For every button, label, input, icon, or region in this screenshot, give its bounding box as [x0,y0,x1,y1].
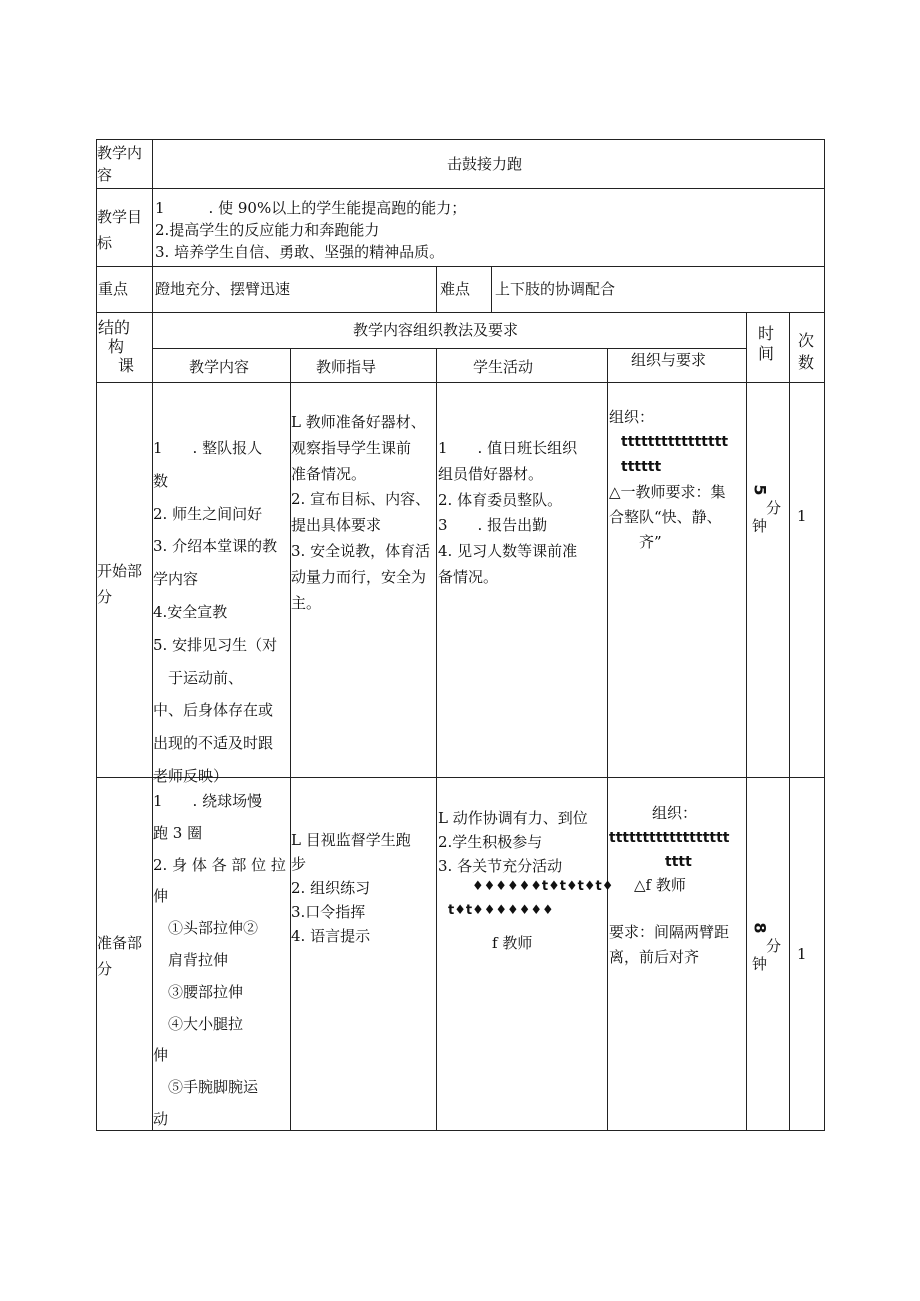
teacher-line: 2. 组织练习 [291,879,371,897]
row-divider-goals [96,266,824,267]
time-header-line: 间 [758,344,775,363]
student-line: 4. 见习人数等课前准 [438,542,578,561]
col-divider-difficulty-label [436,266,437,312]
formation-line: tttttttttttttttttt [609,830,730,846]
content-line: 伸 [153,1046,169,1065]
teacher-line: 3.口令指挥 [291,903,366,921]
student-line: L 动作协调有力、到位 [438,809,588,827]
student-line: 3 . 报告出勤 [438,516,548,535]
difficulty-label: 难点 [440,280,471,298]
content-line: 跑 3 圈 [153,823,203,842]
goals-list [155,197,466,263]
warmup-content [153,786,286,1136]
time-unit-line: 钟 [752,517,768,535]
warmup-student-teacher-mark: f 教师 [492,934,533,952]
start-org-requirement [609,480,726,555]
difficulty-text: 上下肢的协调配合 [495,280,616,298]
content-line: 老师反映） [153,766,229,785]
requirement-line: 齐” [609,533,662,551]
structure-label-line: 课 [118,356,135,375]
goal-number: 1 [155,199,165,217]
section-label-line: 分 [97,588,113,606]
student-line: 3. 各关节充分活动 [438,857,563,875]
table-border-right [824,139,825,1131]
start-student [438,436,577,591]
goal-text: . 使 90%以上的学生能提高跑的能力； [208,199,467,217]
warmup-teacher [291,828,411,948]
student-line: 组员借好器材。 [438,464,544,483]
content-line: 1 . 绕球场慢 [153,792,263,810]
time-unit-line: 分 [766,499,782,517]
content-line: ③腰部拉伸 [153,982,244,1001]
content-line: 学内容 [153,570,199,589]
student-line: 2. 体育委员整队。 [438,490,563,509]
count-header-line: 次 [798,331,815,350]
student-line: 1 . 值日班长组织 [438,439,578,457]
col-header-teacher: 教师指导 [316,358,377,376]
methods-header: 教学内容组织教法及要求 [353,321,519,339]
time-unit-line: 分 [766,937,782,955]
col-divider-difficulty-text [491,266,492,312]
section-label-start [97,558,142,610]
topic-label-line: 教学内 [97,144,143,162]
col-header-organization: 组织与要求 [631,351,707,369]
col-divider-teacher [436,348,437,1131]
topic-label-line: 容 [97,166,113,184]
goals-label-line: 教学目 [97,208,143,226]
goal-text: 3. 培养学生自信、勇敢、坚强的精神品质。 [155,243,445,261]
formation-line: tttttt [621,459,662,475]
teacher-line: 步 [291,855,307,873]
topic-value: 击鼓接力跑 [447,155,523,173]
time-header [758,324,774,364]
col-header-student: 学生活动 [473,358,534,376]
col-divider-org [746,312,747,1131]
goal-item [155,241,466,263]
warmup-student-formation [448,875,613,923]
content-line: ①头部拉伸② [153,919,259,938]
formation-line: ♦♦♦♦♦♦t♦t♦t♦t♦ [472,879,614,894]
student-line: 2.学生积极参与 [438,833,543,851]
teacher-line: 主。 [291,593,322,612]
warmup-org-teacher-mark: △f 教师 [634,876,686,894]
content-line: 1 . 整队报人 [153,439,263,457]
content-line: 2. 身 体 各 部 位 拉 [153,855,286,874]
topic-label [97,142,142,186]
teacher-line: 2. 宣布目标、内容、 [291,490,431,509]
start-content [153,432,277,793]
col-divider-student [607,348,608,1131]
warmup-time-unit [752,937,781,973]
count-header-line: 数 [798,353,815,372]
count-header [798,330,814,374]
section-label-line: 开始部 [97,562,143,580]
table-border-top [96,139,824,140]
student-line: 备情况。 [438,567,499,586]
goal-text: 2.提高学生的反应能力和奔跑能力 [155,221,380,239]
key-text: 蹬地充分、摆臂迅速 [155,280,291,298]
col-header-content: 教学内容 [189,358,250,376]
start-count: 1 [797,507,807,525]
teacher-line: L 教师准备好器材、 [291,413,426,431]
start-time-number: 5 [750,484,770,496]
content-line: 2. 师生之间问好 [153,504,263,523]
teacher-line: 观察指导学生课前 [291,438,412,457]
requirement-line: 要求：间隔两臂距 [609,923,730,941]
structure-label-line: 结的 [98,318,131,337]
goals-label-line: 标 [97,234,113,252]
key-label: 重点 [98,280,129,298]
row-divider-topic [96,188,824,189]
goal-item [155,219,466,241]
content-line: ④大小腿拉 [153,1014,244,1033]
time-unit-line: 钟 [752,955,768,973]
row-divider-header [96,382,824,383]
start-org-formation [621,430,728,480]
warmup-count: 1 [797,945,807,963]
content-line: 中、后身体存在或 [153,701,274,720]
start-teacher [291,410,430,616]
col-divider-time [789,312,790,1131]
warmup-time-number: 8 [750,922,770,934]
warmup-org-formation [609,826,729,874]
teacher-line: 提出具体要求 [291,516,382,535]
section-label-warmup [97,930,142,982]
content-line: 5. 安排见习生（对 [153,635,278,654]
formation-line: t♦t♦♦♦♦♦♦♦ [448,903,554,918]
goal-item [155,197,466,219]
requirement-line: 离，前后对齐 [609,948,700,966]
teacher-line: L 目视监督学生跑 [291,831,411,849]
row-divider-key [96,312,824,313]
content-line: 于运动前、 [153,668,244,687]
section-label-line: 准备部 [97,934,143,952]
table-border-left [96,139,97,1131]
warmup-student [438,806,588,878]
content-line: 出现的不适及时跟 [153,734,274,753]
structure-label-line: 构 [108,337,125,356]
requirement-line: △一教师要求：集 [609,483,726,501]
teacher-line: 动量力而行，安全为 [291,567,427,586]
formation-line: tttttttttttttttt [621,434,729,450]
content-line: ⑤手腕脚腕运 [153,1078,259,1097]
start-org-label: 组织： [609,408,655,426]
content-line: 3. 介绍本堂课的教 [153,537,278,556]
teacher-line: 4. 语言提示 [291,927,371,945]
row-divider-header-mid [152,348,746,349]
start-time-unit [752,499,781,535]
teacher-line: 准备情况。 [291,464,367,483]
warmup-org-requirement [609,920,729,970]
content-line: 动 [153,1109,169,1128]
teacher-line: 3. 安全说教，体育活 [291,541,431,560]
requirement-line: 合整队“快、静、 [609,508,722,526]
time-header-line: 时 [758,324,775,343]
warmup-org-label: 组织： [652,804,698,822]
section-label-line: 分 [97,960,113,978]
formation-line: tttt [665,854,692,870]
structure-label [98,318,134,375]
content-line: 4.安全宣教 [153,602,228,621]
content-line: 数 [153,471,169,490]
content-line: 肩背拉伸 [153,950,229,969]
content-line: 伸 [153,887,169,906]
goals-label [97,204,142,256]
